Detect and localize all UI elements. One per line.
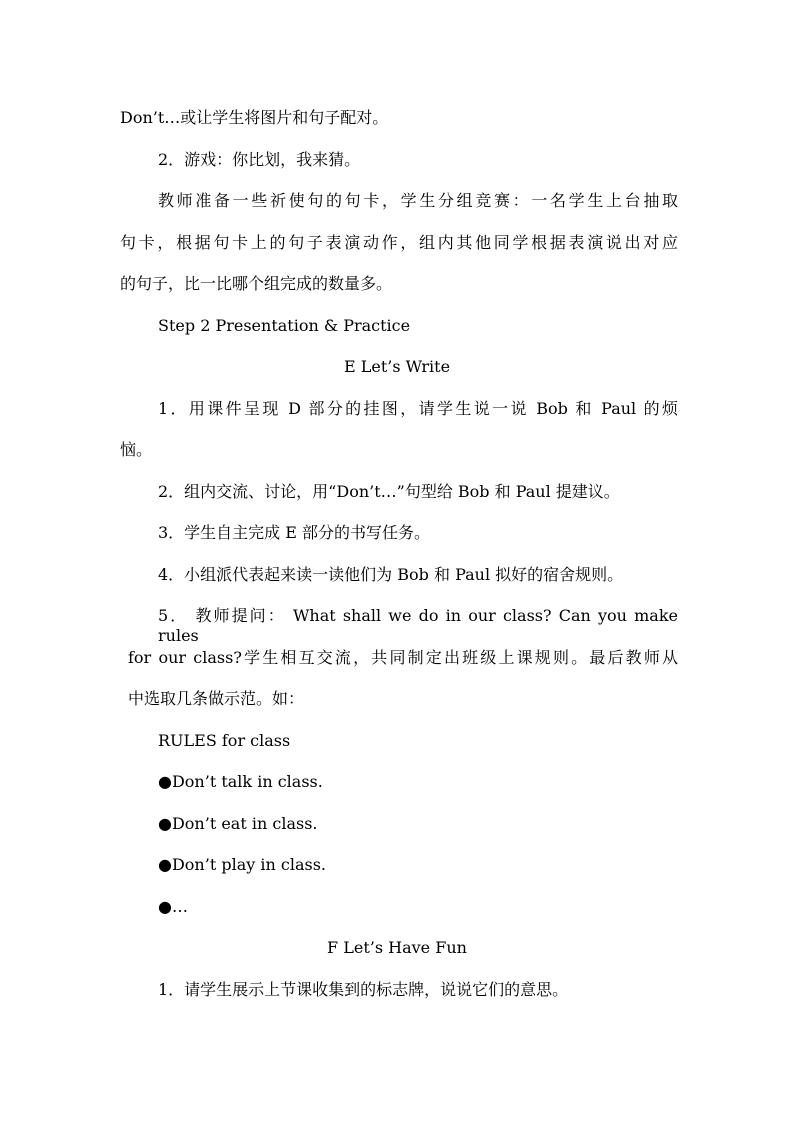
section-heading-write: E Let’s Write: [343, 357, 451, 376]
text-line-worry: 恼。: [120, 440, 153, 459]
text-line-signs: 1．请学生展示上节课收集到的标志牌，说说它们的意思。: [158, 980, 569, 999]
text-line-writing-task: 3．学生自主完成 E 部分的书写任务。: [158, 523, 431, 542]
text-line-teacher-prep: 教师准备一些祈使句的句卡，学生分组竞赛：一名学生上台抽取: [158, 191, 678, 210]
section-heading-fun: F Let’s Have Fun: [327, 938, 467, 957]
text-line-teacher-question: 5． 教师提问： What shall we do in our class? Can you make rules: [158, 606, 678, 645]
text-line-game-title: 2．游戏：你比划，我来猜。: [158, 150, 361, 169]
text-line-class-rules: for our class?学生相互交流，共同制定出班级上课规则。最后教师从: [128, 648, 678, 667]
text-line-courseware: 1．用课件呈现 D 部分的挂图，请学生说一说 Bob 和 Paul 的烦: [158, 399, 678, 418]
step-heading: Step 2 Presentation & Practice: [158, 316, 411, 335]
rule-item: ●Don’t eat in class.: [158, 814, 318, 833]
rule-item: ●Don’t play in class.: [158, 855, 326, 874]
text-line-dont-match: Don’t…或让学生将图片和句子配对。: [120, 108, 389, 127]
rule-item: ●Don’t talk in class.: [158, 772, 323, 791]
rules-heading: RULES for class: [158, 731, 291, 750]
text-line-examples: 中选取几条做示范。如：: [128, 689, 305, 708]
text-line-group-discuss: 2．组内交流、讨论，用“Don’t…”句型给 Bob 和 Paul 提建议。: [158, 482, 620, 501]
text-line-compare-groups: 的句子，比一比哪个组完成的数量多。: [120, 274, 393, 293]
rule-item: ●…: [158, 897, 188, 916]
text-line-dorm-rules: 4．小组派代表起来读一读他们为 Bob 和 Paul 拟好的宿舍规则。: [158, 565, 624, 584]
text-line-card-action: 句卡，根据句卡上的句子表演动作，组内其他同学根据表演说出对应: [120, 233, 678, 252]
